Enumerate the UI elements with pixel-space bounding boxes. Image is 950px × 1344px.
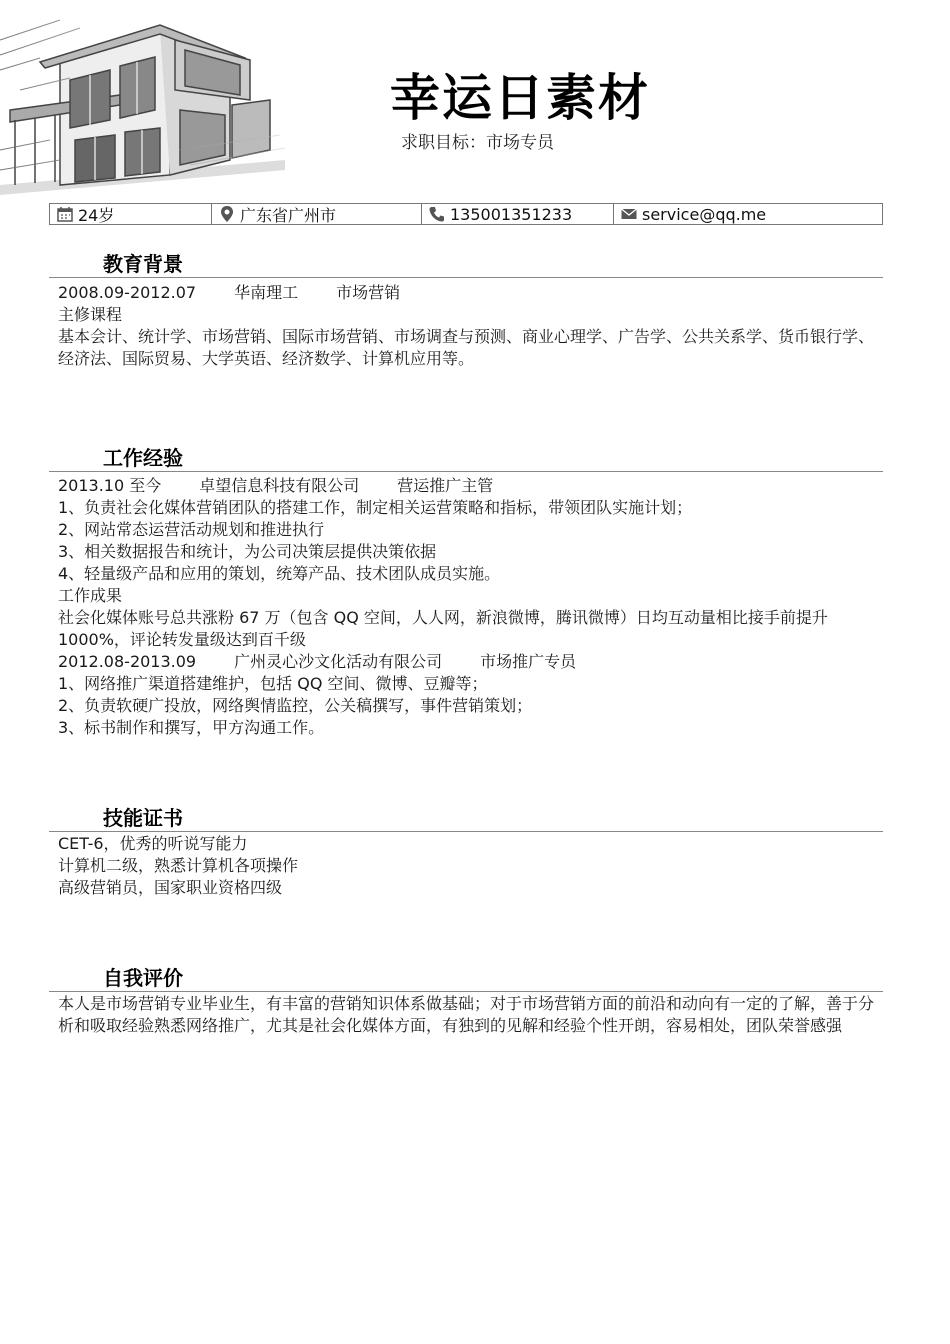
calendar-icon [56, 205, 74, 223]
job1-duty: 3、相关数据报告和统计，为公司决策层提供决策依据 [58, 542, 437, 561]
job1-duty: 1、负责社会化媒体营销团队的搭建工作，制定相关运营策略和指标，带领团队实施计划； [58, 498, 693, 517]
job1-results-label: 工作成果 [58, 586, 123, 605]
job2-duty: 1、网络推广渠道搭建维护，包括 QQ 空间、微博、豆瓣等； [58, 674, 488, 693]
email-cell [614, 204, 882, 224]
job2-summary-line [58, 651, 878, 673]
work-section-title: 工作经验 [103, 446, 183, 470]
skills-content [58, 833, 878, 899]
job2-period: 2012.08-2013.09 [58, 652, 197, 671]
education-section-title: 教育背景 [103, 252, 183, 276]
education-divider [49, 277, 883, 278]
education-school: 华南理工 [234, 283, 299, 302]
age-text: 24岁 [78, 205, 115, 224]
job1-duty: 4、轻量级产品和应用的策划，统筹产品、技术团队成员实施。 [58, 564, 501, 583]
work-divider [49, 471, 883, 472]
education-major: 市场营销 [336, 283, 401, 302]
candidate-name: 幸运日素材 [390, 69, 650, 127]
courses-list: 基本会计、统计学、市场营销、国际市场营销、市场调查与预测、商业心理学、广告学、公共关系学、货币银行学、经济法、国际贸易、大学英语、经济数学、计算机应用等。 [58, 327, 875, 368]
education-summary-line [58, 282, 878, 304]
self-eval-text: 本人是市场营销专业毕业生，有丰富的营销知识体系做基础；对于市场营销方面的前沿和动向有一定的了解，善于分析和吸取经验熟悉网络推广，尤其是社会化媒体方面，有独到的见解和经验个性开朗，容易相处，团队荣誉感强 [58, 994, 875, 1035]
building-sketch-image [0, 0, 285, 195]
job1-period: 2013.10 至今 [58, 476, 162, 495]
envelope-icon [620, 205, 638, 223]
self-eval-section-title: 自我评价 [103, 966, 183, 990]
job1-duty: 2、网站常态运营活动规划和推进执行 [58, 520, 325, 539]
self-eval-divider [49, 991, 883, 992]
skill-item: CET-6，优秀的听说写能力 [58, 834, 248, 853]
phone-text: 135001351233 [450, 204, 573, 224]
location-text: 广东省广州市 [240, 205, 337, 224]
skills-divider [49, 831, 883, 832]
job-objective: 求职目标：市场专员 [401, 133, 554, 153]
job1-position: 营运推广主管 [397, 476, 494, 495]
job2-company: 广州灵心沙文化活动有限公司 [234, 652, 443, 671]
age-cell [50, 204, 212, 224]
education-content [58, 282, 878, 370]
job1-company: 卓望信息科技有限公司 [199, 476, 360, 495]
contact-info-bar [49, 203, 883, 225]
courses-label: 主修课程 [58, 305, 123, 324]
self-eval-content [58, 993, 878, 1037]
skill-item: 计算机二级，熟悉计算机各项操作 [58, 856, 299, 875]
work-content [58, 475, 878, 739]
job1-results: 社会化媒体账号总共涨粉 67 万（包含 QQ 空间，人人网，新浪微博，腾讯微博）日均互动量相比接手前提升 1000%，评论转发量级达到百千级 [58, 608, 828, 649]
location-pin-icon [218, 205, 236, 223]
location-cell [212, 204, 422, 224]
skills-section-title: 技能证书 [103, 806, 183, 830]
phone-cell [422, 204, 614, 224]
job2-position: 市场推广专员 [480, 652, 577, 671]
job2-duty: 2、负责软硬广投放，网络舆情监控，公关稿撰写，事件营销策划； [58, 696, 533, 715]
skill-item: 高级营销员，国家职业资格四级 [58, 878, 283, 897]
email-text: service@qq.me [642, 204, 767, 224]
phone-icon [428, 205, 446, 223]
job2-duty: 3、标书制作和撰写，甲方沟通工作。 [58, 718, 325, 737]
education-period: 2008.09-2012.07 [58, 283, 197, 302]
job1-summary-line [58, 475, 878, 497]
